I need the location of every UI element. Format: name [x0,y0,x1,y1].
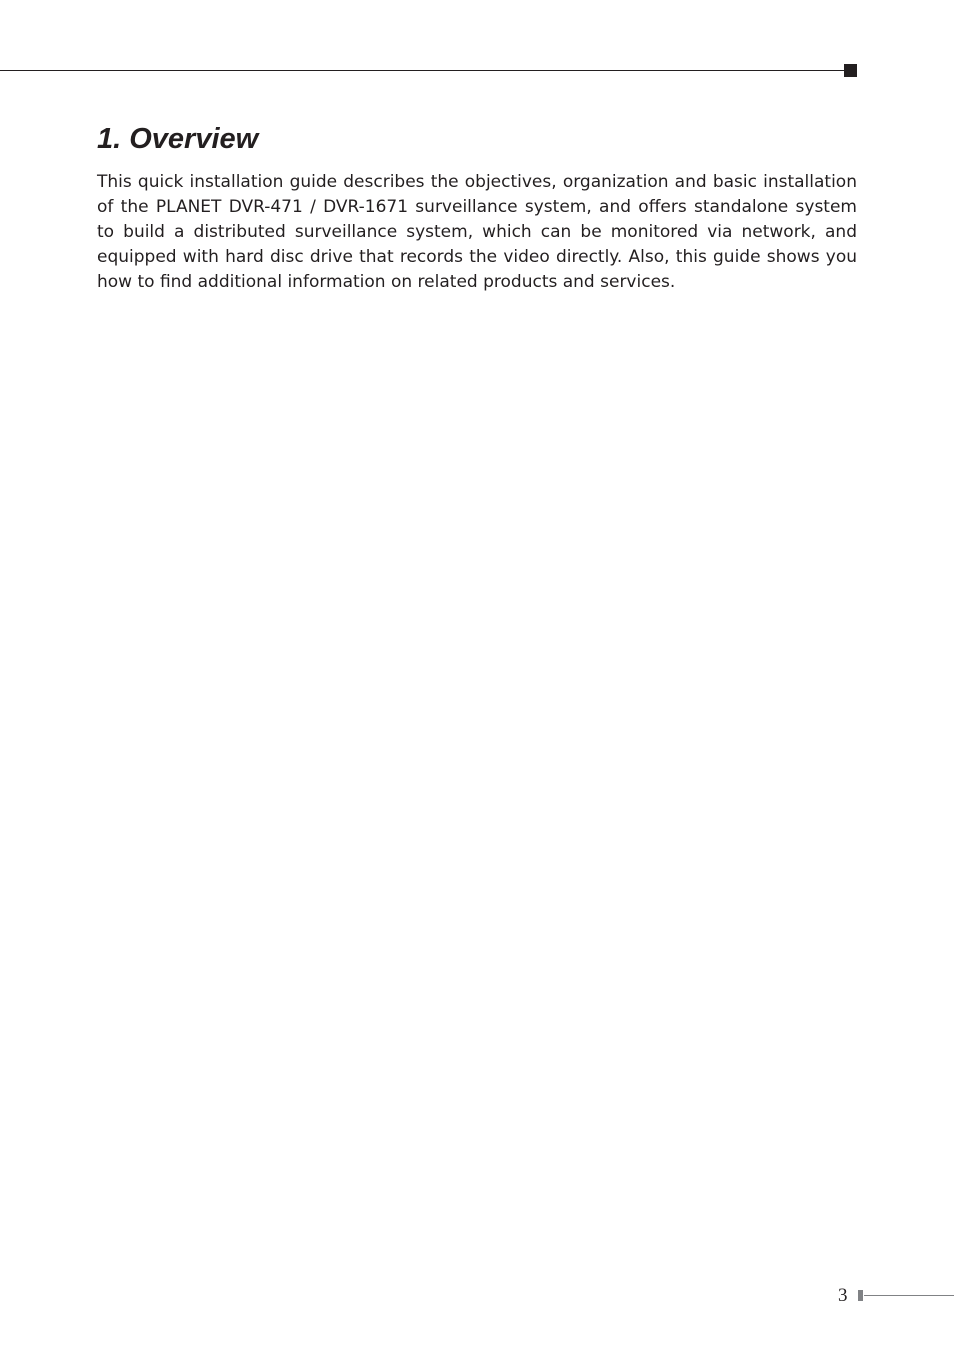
footer-bar-marker [858,1290,863,1301]
section-heading: 1. Overview [97,123,259,155]
footer-rule [864,1295,954,1296]
page-number: 3 [838,1285,848,1306]
header-rule [0,70,846,71]
header-square-marker [844,64,857,77]
overview-paragraph: This quick installation guide describes the objectives, organization and basic installation of the PLANET DVR-471 / DVR-1671 surveillance system, and offers standalone system to build a distributed surveillance system, which can be monitored via network, and equipped with hard disc drive that records the video directly. Also, this guide shows you how to find additional information on related products and services. [97,172,857,292]
